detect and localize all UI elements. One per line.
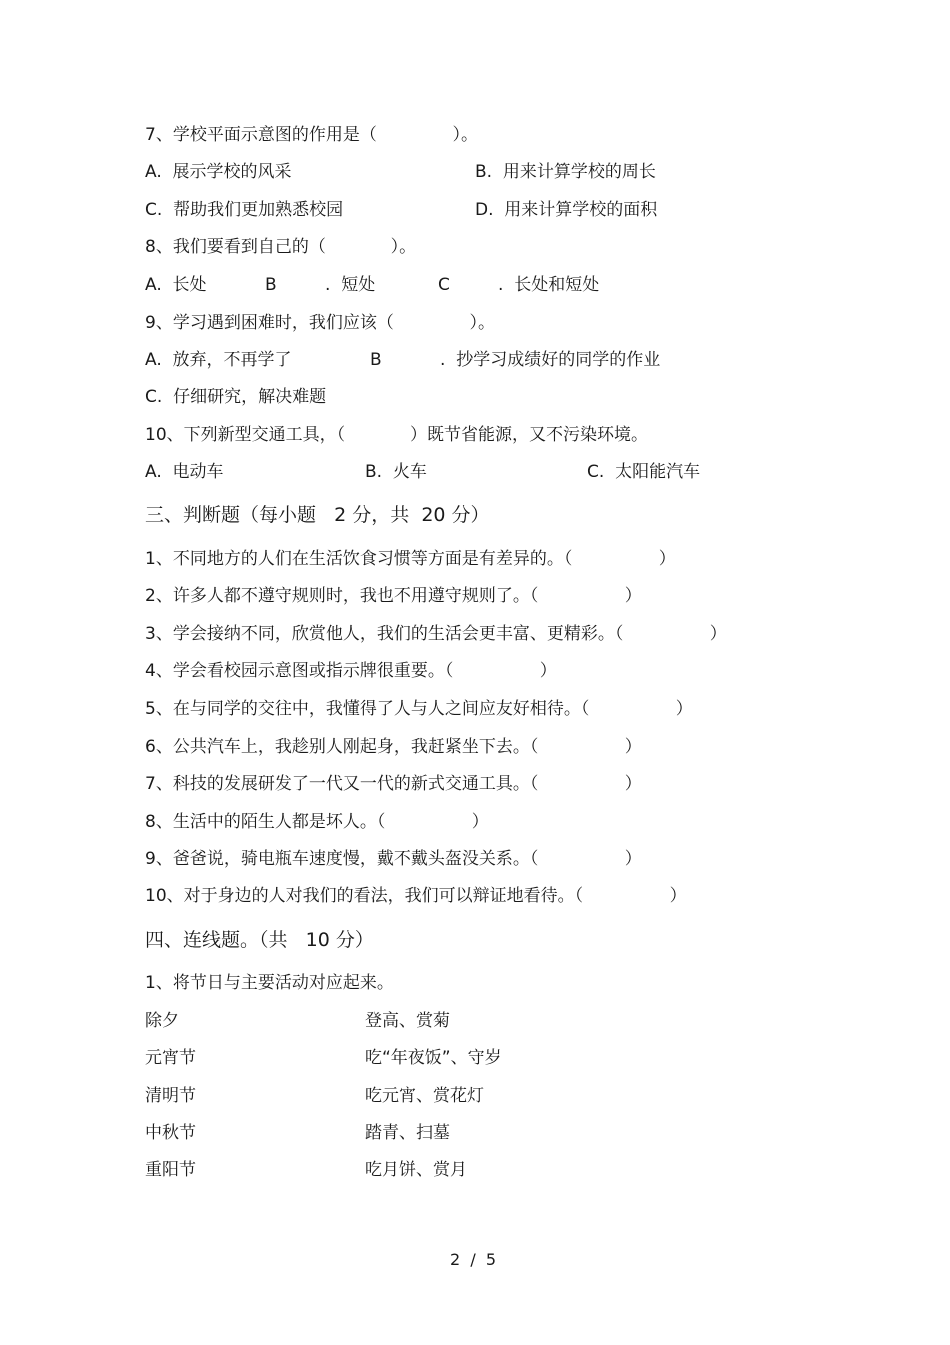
q8-option-b-letter: B — [265, 275, 277, 295]
page-number: 2 / 5 — [450, 1250, 497, 1269]
q10-option-c: C. 太阳能汽车 — [587, 462, 701, 482]
q8-option-c-text: . 长处和短处 — [498, 275, 600, 295]
q9-option-b-letter: B — [370, 350, 382, 370]
q7-option-c: C. 帮助我们更加熟悉校园 — [145, 200, 344, 220]
q9-stem: 9、学习遇到困难时，我们应该（ ）。 — [145, 313, 495, 333]
judge-item-8: 8、生活中的陌生人都是坏人。（ ） — [145, 812, 489, 832]
judge-item-7: 7、科技的发展研发了一代又一代的新式交通工具。（ ） — [145, 774, 642, 794]
q9-option-c: C. 仔细研究，解决难题 — [145, 387, 327, 407]
judge-item-4: 4、学会看校园示意图或指示牌很重要。（ ） — [145, 661, 557, 681]
section4-title: 四、连线题。（共 10 分） — [145, 929, 374, 951]
q10-stem: 10、下列新型交通工具，（ ）既节省能源，又不污染环境。 — [145, 425, 648, 445]
judge-item-2: 2、许多人都不遵守规则时，我也不用遵守规则了。（ ） — [145, 586, 642, 606]
q9-option-a: A. 放弃，不再学了 — [145, 350, 292, 370]
q8-option-a: A. 长处 — [145, 275, 207, 295]
festival-item: 元宵节 — [145, 1048, 196, 1068]
activity-item: 吃元宵、赏花灯 — [365, 1086, 484, 1106]
q7-option-b: B. 用来计算学校的周长 — [475, 162, 656, 182]
activity-item: 吃月饼、赏月 — [365, 1160, 467, 1180]
festival-item: 清明节 — [145, 1086, 196, 1106]
festival-item: 除夕 — [145, 1011, 179, 1031]
q7-stem: 7、学校平面示意图的作用是（ ）。 — [145, 125, 478, 145]
judge-item-6: 6、公共汽车上，我趁别人刚起身，我赶紧坐下去。（ ） — [145, 737, 642, 757]
festival-item: 中秋节 — [145, 1123, 196, 1143]
q7-option-a: A. 展示学校的风采 — [145, 162, 292, 182]
judge-item-3: 3、学会接纳不同，欣赏他人，我们的生活会更丰富、更精彩。（ ） — [145, 624, 727, 644]
q7-option-d: D. 用来计算学校的面积 — [475, 200, 658, 220]
judge-item-10: 10、对于身边的人对我们的看法，我们可以辩证地看待。（ ） — [145, 886, 687, 906]
activity-item: 登高、赏菊 — [365, 1011, 450, 1031]
judge-item-1: 1、不同地方的人们在生活饮食习惯等方面是有差异的。（ ） — [145, 549, 676, 569]
q8-stem: 8、我们要看到自己的（ ）。 — [145, 237, 417, 257]
judge-item-5: 5、在与同学的交往中，我懂得了人与人之间应友好相待。（ ） — [145, 699, 693, 719]
activity-item: 踏青、扫墓 — [365, 1123, 450, 1143]
activity-item: 吃“年夜饭”、守岁 — [365, 1048, 502, 1068]
q10-option-b: B. 火车 — [365, 462, 427, 482]
q9-option-b-text: . 抄学习成绩好的同学的作业 — [440, 350, 661, 370]
section3-title: 三、判断题（每小题 2 分，共 20 分） — [145, 504, 490, 526]
match-question-1: 1、将节日与主要活动对应起来。 — [145, 973, 394, 993]
judge-item-9: 9、爸爸说，骑电瓶车速度慢，戴不戴头盔没关系。（ ） — [145, 849, 642, 869]
q10-option-a: A. 电动车 — [145, 462, 224, 482]
q8-option-c-letter: C — [438, 275, 450, 295]
q8-option-b-text: . 短处 — [325, 275, 376, 295]
festival-item: 重阳节 — [145, 1160, 196, 1180]
